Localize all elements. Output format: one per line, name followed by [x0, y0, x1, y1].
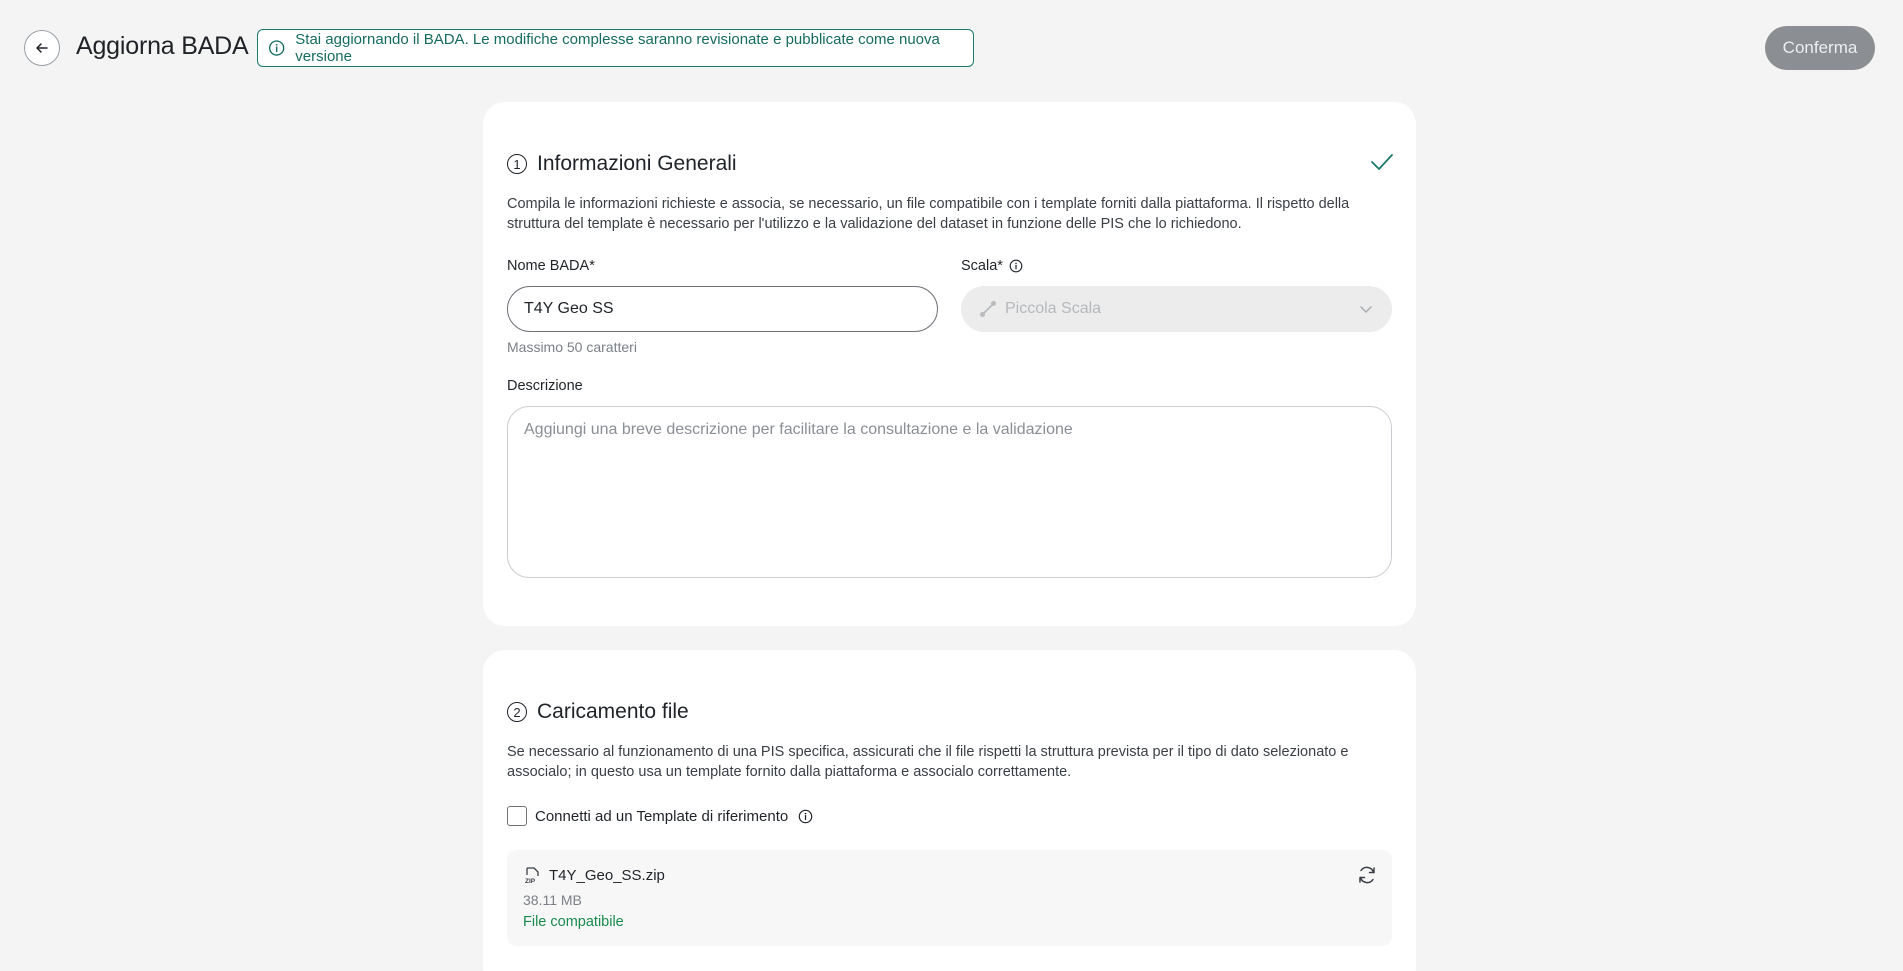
info-icon[interactable] [798, 809, 813, 824]
info-icon[interactable] [1009, 259, 1023, 273]
file-name-row [523, 866, 665, 884]
section-title: Informazioni Generali [537, 152, 737, 175]
name-input[interactable] [507, 286, 938, 332]
refresh-icon[interactable] [1356, 864, 1378, 886]
info-banner-text: Stai aggiornando il BADA. Le modifiche complesse saranno revisionate e pubblicate come nuova versione [295, 31, 940, 65]
section-header-general-info [507, 152, 737, 176]
uploaded-file-card [507, 850, 1392, 946]
section-description: Se necessario al funzionamento di una PIS specifica, assicurati che il file rispetti la struttura prevista per il tipo di dato selezionato e associalo; in questo usa un template fornito dalla piattaforma e associalo correttamente. [507, 744, 1349, 780]
template-checkbox-row [507, 806, 813, 826]
section-description: Compila le informazioni richieste e associa, se necessario, un file compatibile con i template forniti dalla piattaforma. Il rispetto della struttura del template è necessario per l'utilizzo e la validazione del dataset in funzione delle PIS che lo richiedono. [507, 196, 1350, 232]
file-status: File compatibile [523, 914, 624, 930]
svg-text:ZIP: ZIP [525, 878, 536, 884]
scale-select[interactable] [961, 286, 1392, 332]
zip-file-icon [523, 866, 541, 884]
general-info-card [483, 102, 1416, 626]
scale-select-value: Piccola Scala [1005, 300, 1102, 317]
file-upload-card [483, 650, 1416, 971]
name-label: Nome BADA* [507, 258, 595, 274]
page-title: Aggiorna BADA [76, 32, 249, 60]
template-checkbox[interactable] [507, 806, 527, 826]
scale-label-row [961, 258, 1023, 274]
name-hint: Massimo 50 caratteri [507, 339, 637, 355]
arrow-left-icon [34, 40, 50, 56]
ruler-icon [979, 300, 997, 318]
file-name: T4Y_Geo_SS.zip [549, 866, 665, 884]
check-icon [1370, 152, 1394, 172]
template-checkbox-label[interactable]: Connetti ad un Template di riferimento [535, 807, 789, 825]
step-number: 2 [507, 702, 527, 722]
section-title: Caricamento file [537, 700, 689, 723]
step-number: 1 [507, 154, 527, 174]
info-banner [257, 29, 974, 67]
scale-label: Scala* [961, 258, 1003, 274]
info-icon [268, 39, 285, 57]
description-textarea[interactable] [507, 406, 1392, 578]
section-header-file-upload [507, 700, 689, 724]
file-size: 38.11 MB [523, 892, 582, 908]
back-button[interactable] [24, 30, 60, 66]
chevron-down-icon [1358, 301, 1374, 317]
description-label: Descrizione [507, 378, 583, 394]
confirm-button[interactable]: Conferma [1765, 26, 1875, 70]
